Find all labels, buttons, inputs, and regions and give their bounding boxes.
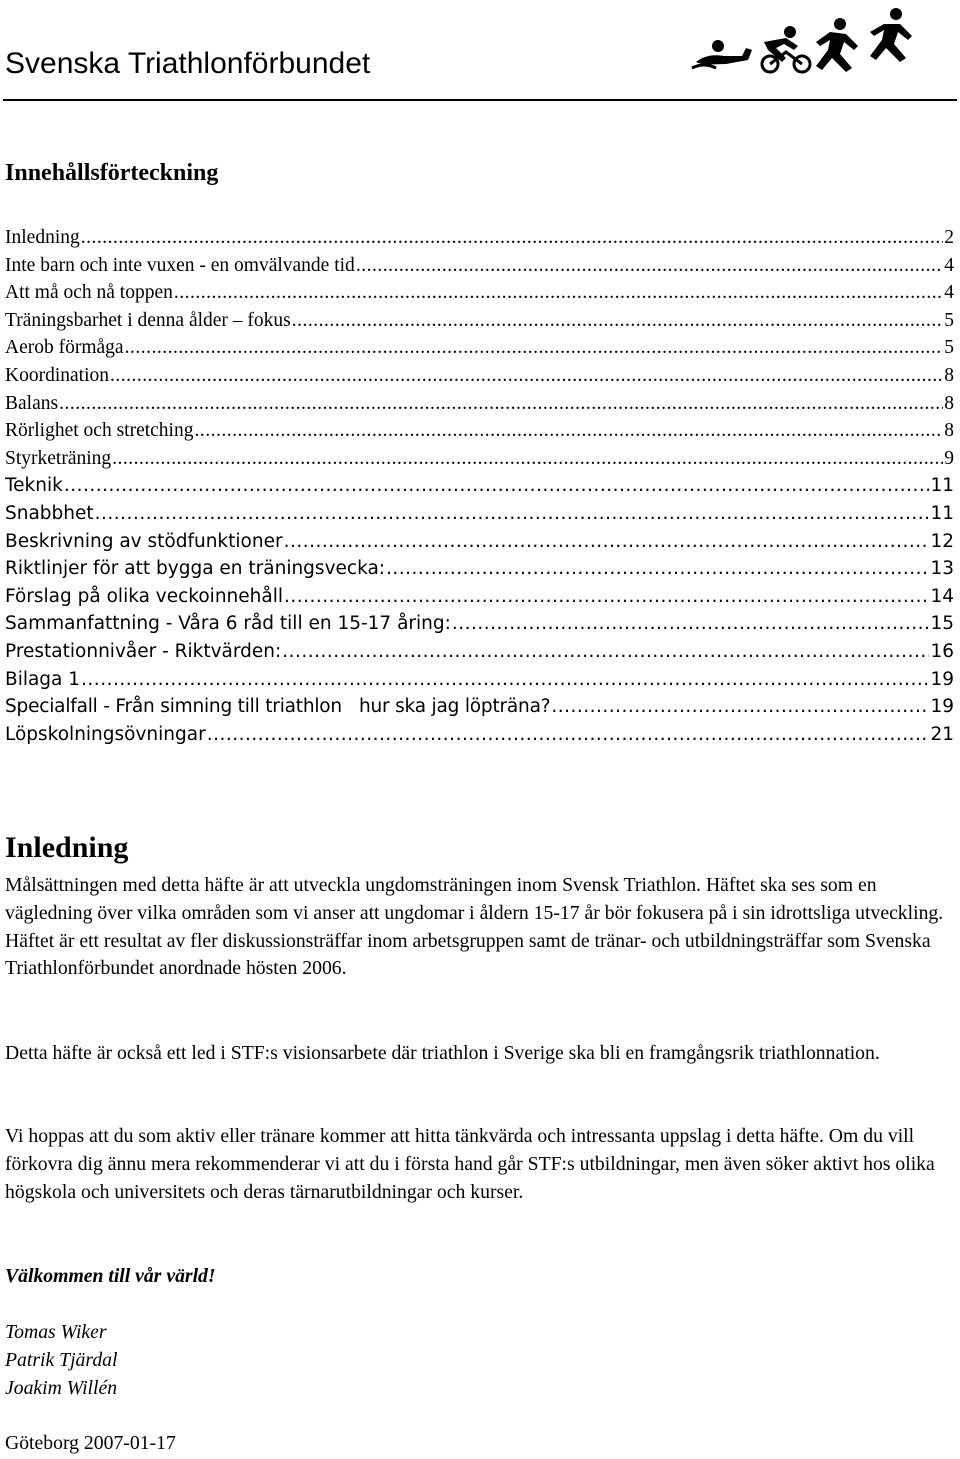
toc-leader-dots (110, 362, 943, 390)
toc-entry-page: 9 (944, 447, 954, 469)
toc-entry-page: 8 (944, 392, 954, 414)
toc-entry[interactable] (5, 362, 954, 390)
signature-name: Joakim Willén (5, 1376, 118, 1399)
toc-leader-dots (59, 390, 943, 418)
toc-entry-page: 11 (930, 502, 954, 524)
toc-leader-dots (64, 472, 930, 500)
toc-entry[interactable] (5, 334, 954, 362)
toc-entry-page: 12 (930, 530, 954, 552)
toc-leader-dots (95, 500, 930, 528)
toc-entry-page: 13 (930, 558, 954, 580)
toc-leader-dots (112, 445, 943, 473)
toc-entry-label: Teknik (5, 475, 63, 497)
toc-entry-page: 15 (930, 613, 954, 635)
toc-entry-page: 5 (944, 309, 954, 331)
toc-leader-dots (194, 417, 943, 445)
intro-paragraph: Vi hoppas att du som aktiv eller tränare kommer att hitta tänkvärda och intressanta uppslag i detta häfte. Om du vill förkovra dig ännu mera rekommenderar vi att du i första hand går STF:s utbildningar, men även söker aktivt hos olika högskola och universitets och deras tärnarutbildningar och kurser. (5, 1125, 935, 1203)
toc-entry-label: Rörlighet och stretching (5, 420, 194, 442)
toc-leader-dots (282, 638, 929, 666)
toc-entry-page: 21 (930, 723, 954, 745)
toc-entry-page: 16 (930, 640, 954, 662)
toc-entry[interactable] (5, 472, 954, 500)
toc-entry-label: Aerob förmåga (5, 337, 124, 359)
toc-entry[interactable] (5, 610, 954, 638)
toc-entry-page: 5 (944, 337, 954, 359)
toc-entry-label: Beskrivning av stödfunktioner (5, 530, 283, 552)
toc-entry[interactable] (5, 252, 954, 280)
toc-entry-label: Styrketräning (5, 447, 112, 469)
toc-leader-dots (452, 610, 930, 638)
toc-entry-page: 8 (944, 420, 954, 442)
toc-leader-dots (292, 307, 943, 335)
toc-entry[interactable] (5, 500, 954, 528)
toc-entry-label: Bilaga 1 (5, 668, 81, 690)
toc-entry-label: Träningsbarhet i denna ålder – fokus (5, 309, 291, 331)
intro-paragraph: Detta häfte är också ett led i STF:s visionsarbete där triathlon i Sverige ska bli en framgångsrik triathlonnation. (5, 1042, 880, 1064)
section-heading-inledning: Inledning (5, 831, 129, 864)
toc-entry-label: Sammanfattning - Våra 6 råd till en 15-17 åring: (5, 613, 451, 635)
signature-name: Tomas Wiker (5, 1321, 107, 1343)
toc-entry[interactable] (5, 638, 954, 666)
header-title: Svenska Triathlonförbundet (5, 47, 371, 80)
triathlon-figures-logo-icon (690, 2, 920, 80)
toc-entry[interactable] (5, 528, 954, 556)
toc-entry-page: 19 (930, 696, 954, 718)
toc-leader-dots (81, 666, 929, 694)
table-of-contents (5, 224, 954, 748)
signature-list (5, 1319, 117, 1402)
toc-entry-page: 4 (944, 282, 954, 304)
welcome-line: Välkommen till vår värld! (5, 1265, 216, 1287)
header-divider (3, 99, 957, 101)
toc-entry[interactable] (5, 583, 954, 611)
toc-entry[interactable] (5, 445, 954, 473)
signature-name: Patrik Tjärdal (5, 1348, 118, 1371)
toc-entry[interactable] (5, 693, 954, 721)
toc-leader-dots (81, 224, 944, 252)
toc-entry-page: 2 (944, 227, 954, 248)
toc-entry-label: Förslag på olika veckoinnehåll (5, 585, 283, 607)
toc-leader-dots (284, 528, 930, 556)
toc-leader-dots (356, 252, 943, 280)
toc-entry-label: Koordination (5, 364, 109, 386)
toc-entry-page: 14 (930, 585, 954, 607)
toc-entry-page: 8 (944, 364, 954, 386)
toc-entry-label: Inledning (5, 227, 80, 248)
toc-leader-dots (284, 583, 929, 611)
toc-heading: Innehållsförteckning (5, 160, 219, 186)
toc-entry[interactable] (5, 721, 954, 749)
toc-entry[interactable] (5, 390, 954, 418)
toc-leader-dots (551, 693, 929, 721)
toc-entry[interactable] (5, 279, 954, 307)
toc-entry-page: 19 (930, 668, 954, 690)
toc-entry[interactable] (5, 417, 954, 445)
intro-paragraph: Målsättningen med detta häfte är att utveckla ungdomsträningen inom Svensk Triathlon. Häftet ska ses som en vägledning över vilka områden som vi anser att ungdomar i åldern 15-17 år bör fokusera på i sin idrottsliga utveckling. Häftet är ett resultat av fler diskussionsträffar inom arbetsgruppen samt de tränar- och utbildningsträffar som Svenska Triathlonförbundet anordnade hösten 2006. (5, 874, 944, 980)
toc-entry-label: Specialfall - Från simning till triathlon hur ska jag löpträna? (5, 696, 551, 718)
toc-leader-dots (207, 721, 930, 749)
toc-leader-dots (386, 555, 929, 583)
toc-entry[interactable] (5, 224, 954, 252)
place-date: Göteborg 2007-01-17 (5, 1432, 176, 1454)
toc-entry-page: 4 (944, 254, 954, 276)
toc-entry-label: Löpskolningsövningar (5, 723, 206, 745)
toc-entry-label: Inte barn och inte vuxen - en omvälvande tid (5, 254, 355, 276)
toc-entry-page: 11 (930, 475, 954, 497)
toc-entry-label: Prestationnivåer - Riktvärden: (5, 640, 282, 662)
toc-leader-dots (125, 334, 944, 362)
toc-entry-label: Riktlinjer för att bygga en träningsvecka: (5, 558, 386, 580)
toc-entry-label: Att må och nå toppen (5, 282, 173, 304)
toc-entry[interactable] (5, 555, 954, 583)
toc-entry-label: Balans (5, 392, 59, 414)
toc-leader-dots (174, 279, 943, 307)
toc-entry-label: Snabbhet (5, 502, 94, 524)
toc-entry[interactable] (5, 666, 954, 694)
toc-entry[interactable] (5, 307, 954, 335)
